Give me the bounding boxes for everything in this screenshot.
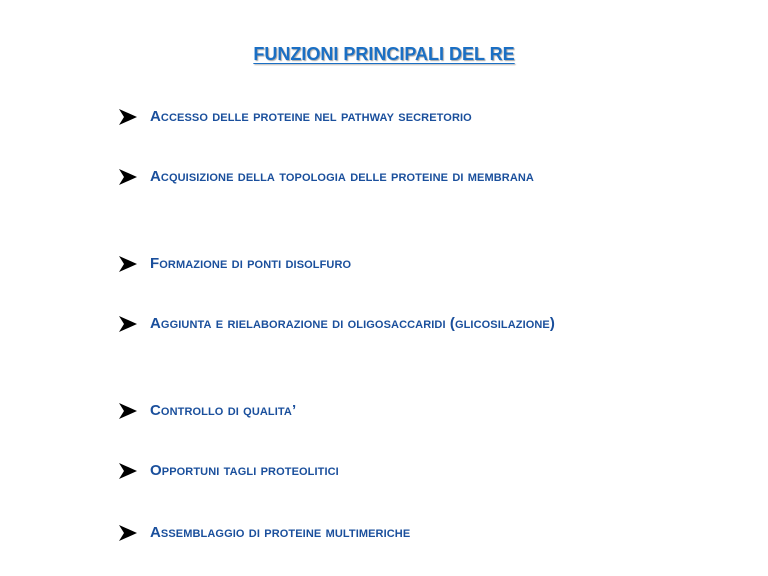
bullet-item (118, 313, 738, 335)
bullet-item (118, 166, 738, 188)
bullet-text: Assemblaggio di proteine multimeriche (150, 524, 411, 541)
arrow-bullet-icon (118, 315, 150, 333)
arrow-bullet-icon (118, 524, 150, 542)
bullet-item (118, 460, 738, 482)
bullet-item (118, 522, 738, 544)
bullet-item (118, 400, 738, 422)
arrow-bullet-icon (118, 402, 150, 420)
bullet-text: Acquisizione della topologia delle proteine di membrana (150, 168, 534, 185)
bullet-text: Accesso delle proteine nel pathway secretorio (150, 108, 472, 125)
arrow-bullet-icon (118, 168, 150, 186)
arrow-bullet-icon (118, 255, 150, 273)
bullet-item (118, 106, 738, 128)
arrow-bullet-icon (118, 462, 150, 480)
arrow-bullet-icon (118, 108, 150, 126)
bullet-text: Controllo di qualita’ (150, 402, 297, 419)
bullet-text: Opportuni tagli proteolitici (150, 462, 339, 479)
bullet-text: Formazione di ponti disolfuro (150, 255, 352, 272)
bullet-item (118, 253, 738, 275)
slide-title: FUNZIONI PRINCIPALI DEL RE (253, 44, 515, 64)
bullet-text: Aggiunta e rielaborazione di oligosaccaridi (glicosilazione) (150, 315, 555, 332)
